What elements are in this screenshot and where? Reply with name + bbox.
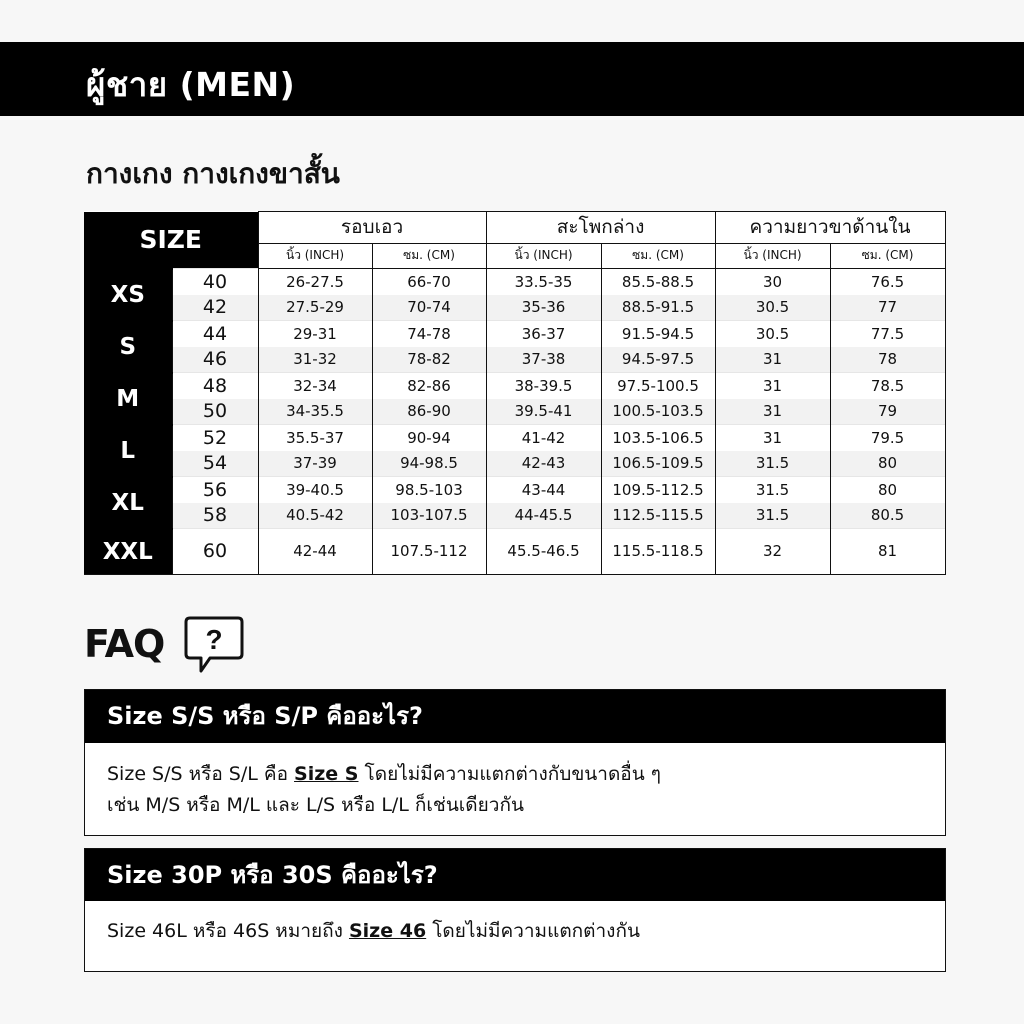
measurement-cell: 80 bbox=[830, 477, 945, 503]
measurement-cell: 90-94 bbox=[372, 425, 486, 451]
measurement-cell: 36-37 bbox=[486, 321, 601, 347]
section-title: กางเกง กางเกงขาสั้น bbox=[86, 157, 340, 190]
question-mark: ? bbox=[205, 624, 223, 655]
faq-title: FAQ bbox=[84, 622, 165, 666]
measurement-cell: 78.5 bbox=[830, 373, 945, 399]
measurement-cell: 86-90 bbox=[372, 399, 486, 425]
measurement-cell: 31 bbox=[715, 373, 830, 399]
measurement-cell: 31 bbox=[715, 425, 830, 451]
measurement-cell: 32-34 bbox=[258, 373, 372, 399]
measurement-cell: 115.5-118.5 bbox=[601, 529, 715, 575]
measurement-cell: 94.5-97.5 bbox=[601, 347, 715, 373]
measurement-cell: 37-38 bbox=[486, 347, 601, 373]
measurement-cell: 31.5 bbox=[715, 451, 830, 477]
faq-answer-line: เช่น M/S หรือ M/L และ L/S หรือ L/L ก็เช่นเดียวกัน bbox=[107, 794, 524, 816]
measurement-cell: 74-78 bbox=[372, 321, 486, 347]
measurement-cell: 31.5 bbox=[715, 477, 830, 503]
size-header: SIZE bbox=[84, 212, 258, 269]
measurement-cell: 103-107.5 bbox=[372, 503, 486, 529]
measurement-cell: 34-35.5 bbox=[258, 399, 372, 425]
measurement-cell: 103.5-106.5 bbox=[601, 425, 715, 451]
answer-text: โดยไม่มีความแตกต่างกับขนาดอื่น ๆ bbox=[358, 763, 661, 785]
measurement-cell: 91.5-94.5 bbox=[601, 321, 715, 347]
faq-answer-line bbox=[107, 759, 945, 790]
unit-header: นิ้ว (INCH) bbox=[486, 243, 601, 268]
measurement-cell: 112.5-115.5 bbox=[601, 503, 715, 529]
faq-answer-line bbox=[107, 916, 945, 947]
size-chart-table bbox=[84, 211, 946, 575]
measurement-cell: 109.5-112.5 bbox=[601, 477, 715, 503]
measurement-cell: 76.5 bbox=[830, 269, 945, 295]
table-row bbox=[84, 399, 945, 425]
measurement-cell: 35.5-37 bbox=[258, 425, 372, 451]
page-title: ผู้ชาย (MEN) bbox=[86, 65, 296, 104]
size-label: M bbox=[84, 373, 172, 425]
table-row bbox=[84, 373, 945, 399]
unit-header: ซม. (CM) bbox=[372, 243, 486, 268]
measurement-cell: 26-27.5 bbox=[258, 269, 372, 295]
size-number: 52 bbox=[172, 425, 258, 451]
measurement-cell: 38-39.5 bbox=[486, 373, 601, 399]
size-label: XXL bbox=[84, 529, 172, 575]
measurement-cell: 80.5 bbox=[830, 503, 945, 529]
unit-header: นิ้ว (INCH) bbox=[715, 243, 830, 268]
measurement-cell: 29-31 bbox=[258, 321, 372, 347]
size-table-body bbox=[84, 269, 945, 575]
table-row bbox=[84, 321, 945, 347]
measurement-cell: 88.5-91.5 bbox=[601, 295, 715, 321]
size-number: 40 bbox=[172, 269, 258, 295]
question-bubble-icon bbox=[184, 616, 244, 674]
unit-header: ซม. (CM) bbox=[601, 243, 715, 268]
measurement-cell: 66-70 bbox=[372, 269, 486, 295]
size-label: S bbox=[84, 321, 172, 373]
table-row bbox=[84, 425, 945, 451]
answer-text: Size S/S หรือ S/L คือ bbox=[107, 763, 295, 785]
table-row bbox=[84, 347, 945, 373]
measurement-cell: 37-39 bbox=[258, 451, 372, 477]
faq-answer bbox=[85, 743, 945, 821]
size-label: XS bbox=[84, 269, 172, 321]
measurement-cell: 94-98.5 bbox=[372, 451, 486, 477]
size-number: 60 bbox=[172, 529, 258, 575]
measurement-cell: 43-44 bbox=[486, 477, 601, 503]
measurement-cell: 31.5 bbox=[715, 503, 830, 529]
table-row bbox=[84, 529, 945, 575]
measurement-cell: 97.5-100.5 bbox=[601, 373, 715, 399]
unit-header: นิ้ว (INCH) bbox=[258, 243, 372, 268]
measurement-cell: 30 bbox=[715, 269, 830, 295]
measurement-cell: 85.5-88.5 bbox=[601, 269, 715, 295]
measurement-cell: 45.5-46.5 bbox=[486, 529, 601, 575]
size-number: 42 bbox=[172, 295, 258, 321]
measurement-cell: 39.5-41 bbox=[486, 399, 601, 425]
measurement-cell: 106.5-109.5 bbox=[601, 451, 715, 477]
measurement-cell: 107.5-112 bbox=[372, 529, 486, 575]
measurement-cell: 79 bbox=[830, 399, 945, 425]
measurement-cell: 31-32 bbox=[258, 347, 372, 373]
table-row bbox=[84, 295, 945, 321]
table-row bbox=[84, 503, 945, 529]
measurement-cell: 79.5 bbox=[830, 425, 945, 451]
measurement-cell: 39-40.5 bbox=[258, 477, 372, 503]
measurement-cell: 31 bbox=[715, 399, 830, 425]
measurement-cell: 70-74 bbox=[372, 295, 486, 321]
size-number: 44 bbox=[172, 321, 258, 347]
answer-text: Size 46L หรือ 46S หมายถึง bbox=[107, 920, 349, 942]
measurement-cell: 77.5 bbox=[830, 321, 945, 347]
measurement-cell: 100.5-103.5 bbox=[601, 399, 715, 425]
measurement-cell: 78-82 bbox=[372, 347, 486, 373]
size-number: 46 bbox=[172, 347, 258, 373]
group-header-waist: รอบเอว bbox=[258, 212, 486, 244]
measurement-cell: 30.5 bbox=[715, 321, 830, 347]
measurement-cell: 44-45.5 bbox=[486, 503, 601, 529]
measurement-cell: 77 bbox=[830, 295, 945, 321]
size-label: XL bbox=[84, 477, 172, 529]
measurement-cell: 30.5 bbox=[715, 295, 830, 321]
table-row bbox=[84, 477, 945, 503]
faq-item bbox=[84, 848, 946, 972]
measurement-cell: 27.5-29 bbox=[258, 295, 372, 321]
measurement-cell: 98.5-103 bbox=[372, 477, 486, 503]
measurement-cell: 40.5-42 bbox=[258, 503, 372, 529]
measurement-cell: 31 bbox=[715, 347, 830, 373]
measurement-cell: 82-86 bbox=[372, 373, 486, 399]
measurement-cell: 80 bbox=[830, 451, 945, 477]
header-banner bbox=[0, 42, 1024, 116]
size-label: L bbox=[84, 425, 172, 477]
size-number: 56 bbox=[172, 477, 258, 503]
size-number: 54 bbox=[172, 451, 258, 477]
faq-answer bbox=[85, 901, 945, 947]
answer-highlight: Size S bbox=[294, 763, 359, 785]
measurement-cell: 78 bbox=[830, 347, 945, 373]
answer-highlight: Size 46 bbox=[348, 920, 427, 942]
size-number: 50 bbox=[172, 399, 258, 425]
measurement-cell: 42-44 bbox=[258, 529, 372, 575]
faq-question: Size 30P หรือ 30S คืออะไร? bbox=[85, 849, 945, 901]
group-header-inseam: ความยาวขาด้านใน bbox=[715, 212, 945, 244]
measurement-cell: 33.5-35 bbox=[486, 269, 601, 295]
measurement-cell: 42-43 bbox=[486, 451, 601, 477]
measurement-cell: 32 bbox=[715, 529, 830, 575]
measurement-cell: 81 bbox=[830, 529, 945, 575]
unit-header: ซม. (CM) bbox=[830, 243, 945, 268]
table-row bbox=[84, 451, 945, 477]
faq-item bbox=[84, 689, 946, 836]
faq-question: Size S/S หรือ S/P คืออะไร? bbox=[85, 690, 945, 743]
size-number: 48 bbox=[172, 373, 258, 399]
size-number: 58 bbox=[172, 503, 258, 529]
measurement-cell: 41-42 bbox=[486, 425, 601, 451]
group-header-hip: สะโพกล่าง bbox=[486, 212, 715, 244]
table-row bbox=[84, 269, 945, 295]
measurement-cell: 35-36 bbox=[486, 295, 601, 321]
answer-text: โดยไม่มีความแตกต่างกัน bbox=[426, 920, 640, 942]
